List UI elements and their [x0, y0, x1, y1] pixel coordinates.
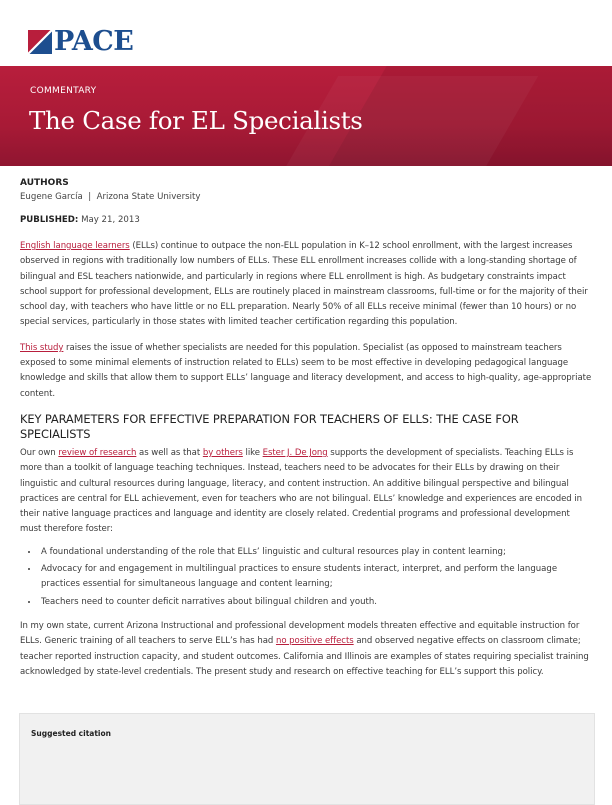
kicker: COMMENTARY [30, 86, 97, 96]
suggested-citation-box [19, 713, 595, 805]
page-title: The Case for EL Specialists [29, 106, 363, 135]
paragraph-3: Our own review of research as well as that by others like Ester J. De Jong supports the development of specialists. Teaching ELLs is more than a toolkit of language teaching techniques. Instead, teachers need to be advocates for their ELLs by drawing on their linguistic and cultural resources during language, literacy, and content instruction. An additive bilingual perspective and bilingual practices are central for ELL achievement, even for teachers who are not bilingual. ELLs’ knowledge and experiences are encoded in their native language practices and language and identity are closely related. Credential programs and professional development must therefore foster: [20, 447, 583, 535]
author-separator: | [88, 192, 92, 202]
link-by-others[interactable]: by others [202, 447, 243, 458]
author-affiliation: Arizona State University [96, 192, 201, 202]
list-item: • Advocacy for and engagement in multilingual practices to ensure students interact, interpret, and perform the language practices essential for simultaneous language and content learning; [39, 562, 592, 593]
published-line [20, 215, 592, 225]
logo-text: PACE [54, 26, 134, 57]
title-banner [0, 66, 612, 166]
list-item: • Teachers need to counter deficit narratives about bilingual children and youth. [39, 595, 592, 610]
pace-logo-icon [28, 30, 52, 54]
published-date: May 21, 2013 [81, 215, 140, 225]
paragraph-1: English language learners (ELLs) continue to outpace the non-ELL population in K–12 school enrollment, with the largest increases observed in regions with traditionally low numbers of ELLs. These ELL enrollment increases collide with a long-standing shortage of bilingual and ESL teachers nationwide, and particularly in regions where ELL enrollment is high. As budgetary constraints impact school support for professional development, ELLs are routinely placed in mainstream classrooms, full-time or for the majority of their school day, with teachers who have little or no ELL preparation. Nearly 50% of all ELLs receive minimal (fewer than 10 hours) or no special services, particularly in those states with limited teacher certification regarding this population. [20, 241, 588, 328]
link-ester-de-jong[interactable]: Ester J. De Jong [262, 447, 328, 458]
paragraph-4: In my own state, current Arizona Instructional and professional development models threaten effective and equitable instruction for ELLs. Generic training of all teachers to serve ELL’s has had no positive effects and observed negative effects on classroom climate; teacher reported instruction capacity, and student outcomes. California and Illinois are examples of states requiring specialist training acknowledged by state-level credentials. The present study and research on effective teaching for ELL’s support this policy. [20, 620, 589, 677]
published-label: PUBLISHED: [20, 215, 79, 225]
list-item: • A foundational understanding of the role that ELLs’ linguistic and cultural resources play in content learning; [39, 545, 592, 560]
author-name[interactable]: Eugene García [20, 192, 83, 202]
section-heading: KEY PARAMETERS FOR EFFECTIVE PREPARATION FOR TEACHERS OF ELLS: THE CASE FOR SPECIALISTS [20, 411, 519, 441]
article-content [20, 178, 592, 680]
author-line [20, 192, 592, 202]
logo-bar [0, 0, 612, 66]
link-english-language-learners[interactable]: English language learners [20, 241, 130, 251]
citation-label: Suggested citation [31, 729, 111, 738]
link-no-positive-effects[interactable]: no positive effects [275, 636, 354, 647]
pace-logo[interactable] [28, 28, 133, 55]
foster-list [20, 545, 592, 610]
authors-label: AUTHORS [20, 178, 69, 188]
link-this-study[interactable]: This study [20, 342, 64, 353]
paragraph-2: This study raises the issue of whether specialists are needed for this population. Specialist (as opposed to mainstream teachers exposed to some minimal elements of instruction related to ELLs) seem to be most effective in developing pedagogical language knowledge and skills that allow them to support ELLs’ language and literacy development, and access to high-quality, age-appropriate content. [20, 342, 592, 399]
link-review-of-research[interactable]: review of research [58, 447, 137, 458]
